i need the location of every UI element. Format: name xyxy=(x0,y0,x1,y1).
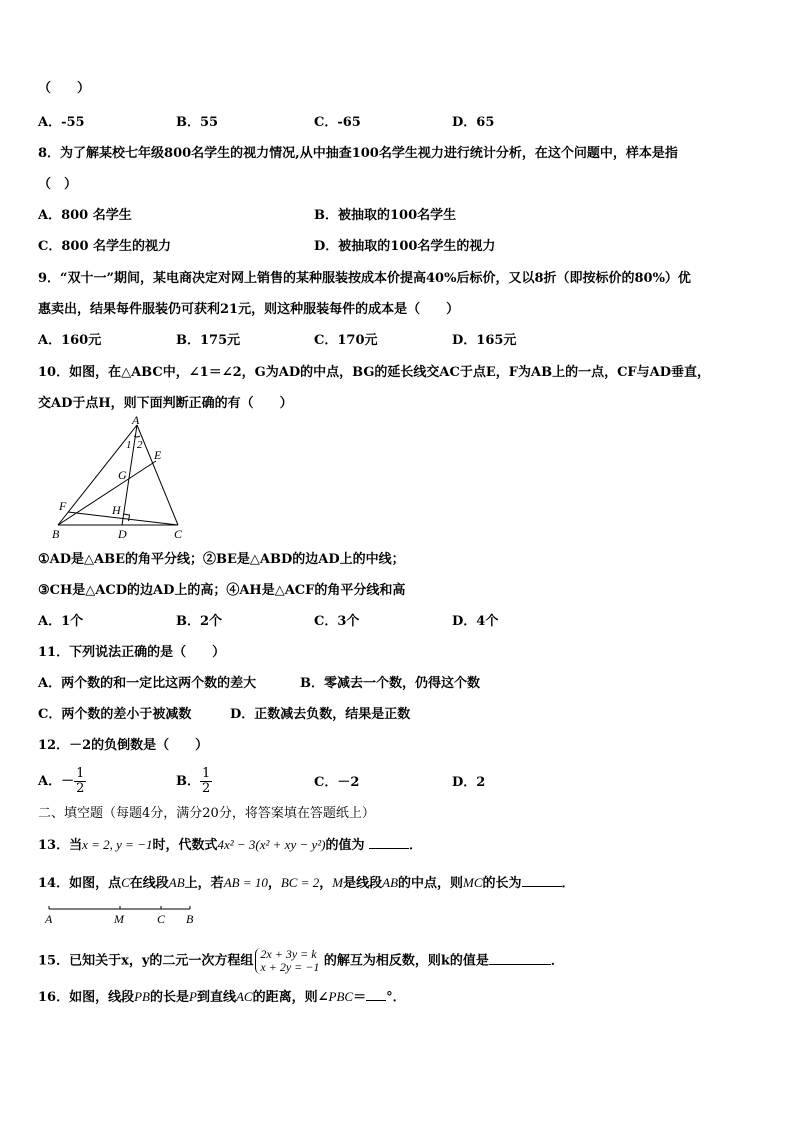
q12-option-a-prefix: A．－ xyxy=(38,774,75,789)
q9-option-a: A．160元 xyxy=(38,333,102,348)
q9-option-b: B．175元 xyxy=(176,333,241,348)
label-h: H xyxy=(112,503,121,517)
q14-point-c: C xyxy=(121,875,130,890)
q16-text-4: 的距离，则∠ xyxy=(252,990,329,1005)
label-b: B xyxy=(52,527,60,541)
q15-equation-system xyxy=(255,948,319,974)
q14-text-4: ， xyxy=(319,876,333,891)
q16-line-ac: AC xyxy=(235,989,253,1004)
q14-text-3: 上，若 xyxy=(184,876,224,891)
q9-option-c: C．170元 xyxy=(314,333,378,348)
q15-answer-blank xyxy=(489,952,551,965)
q14-text-7: 的长为 xyxy=(482,876,522,891)
label-g: G xyxy=(118,468,127,482)
q12-option-b xyxy=(176,767,212,796)
q7-option-a: A．-55 xyxy=(38,115,85,130)
label-d: D xyxy=(118,527,127,541)
segment-cf xyxy=(68,512,178,525)
label-f: F xyxy=(59,499,67,513)
q13-line: 13．当x = 2, y = −1时，代数式4x² − 3(x² + xy − y²)的值为 ． xyxy=(38,837,423,853)
q13-prefix: 13．当 xyxy=(38,838,83,853)
q14-text-5: 是线段 xyxy=(343,876,383,891)
q10-stem-line2: 交AD于点H，则下面判断正确的有（ ） xyxy=(38,396,293,411)
q7-option-b: B．55 xyxy=(176,115,219,130)
q8-paren: （ ） xyxy=(38,177,78,192)
q10-stem-line1: 10．如图，在△ABC中，∠1＝∠2，G为AD的中点，BG的延长线交AC于点E，F为AB上的一点，CF与AD垂直， xyxy=(38,365,711,380)
q14-eq-bc: BC = 2 xyxy=(280,875,320,890)
q14-text-2: 在线段 xyxy=(129,876,169,891)
q10-option-d: D．4个 xyxy=(452,614,499,629)
q14-line: 14．如图，点C在线段AB上，若AB = 10，BC = 2，M是线段AB的中点，则MC的长为 ． xyxy=(38,875,575,891)
q15-equation-1: 2x + 3y = k xyxy=(260,947,317,961)
q14-segment-ab-2: AB xyxy=(382,875,399,890)
q13-mid: 时，代数式 xyxy=(152,838,218,853)
q11-option-b: B．零减去一个数，仍得这个数 xyxy=(300,676,480,691)
q15-equation-2: x + 2y = −1 xyxy=(260,960,320,974)
fraction-numerator: 1 xyxy=(202,766,211,781)
line-label-c: C xyxy=(157,912,166,926)
q9-stem-line1: 9．“双十一”期间，某电商决定对网上销售的某种服装按成本价提高40%后标价，又以8折（即按标价的80%）优 xyxy=(38,271,691,286)
q14-segment-ab: AB xyxy=(168,875,185,890)
q13-expression: 4x² − 3(x² + xy − y²) xyxy=(217,837,326,852)
q14-text-6: 的中点，则 xyxy=(398,876,464,891)
angle-arc xyxy=(134,436,140,437)
q15-suffix: 的解互为相反数，则k的值是 xyxy=(323,953,489,969)
label-2: 2 xyxy=(137,439,143,451)
q10-triangle-figure xyxy=(40,414,200,544)
section-2-heading: 二、填空题（每题4分，满分20分，将答案填在答题纸上） xyxy=(38,806,375,821)
q16-text-2: 的长是 xyxy=(149,990,189,1005)
q14-line-figure xyxy=(40,902,210,928)
q11-stem: 11．下列说法正确的是（ ） xyxy=(38,645,226,660)
fraction-denominator: 2 xyxy=(202,781,211,796)
q13-condition: x = 2, y = −1 xyxy=(82,837,153,852)
q14-text-1: 14．如图，点 xyxy=(38,876,122,891)
fraction-denominator: 2 xyxy=(76,781,85,796)
q9-option-d: D．165元 xyxy=(452,333,517,348)
q16-angle-pbc: PBC xyxy=(328,989,354,1004)
q13-suffix: 的值为 xyxy=(325,838,365,853)
q15-line: 15．已知关于x，y的二元一次方程组 2x + 3y = k x + 2y = −1 的解互为相反数，则k的值是 ． xyxy=(38,947,564,974)
q11-option-c: C．两个数的差小于被减数 xyxy=(38,707,192,722)
fraction-one-half-b xyxy=(200,767,212,796)
segment-ac xyxy=(137,425,178,525)
q14-point-m: M xyxy=(332,875,344,890)
q14-comma: ， xyxy=(267,876,281,891)
fraction-one-half-a xyxy=(74,767,86,796)
q16-segment-pb: PB xyxy=(134,989,150,1004)
segment-be xyxy=(58,461,156,525)
q12-option-d: D．2 xyxy=(452,775,486,790)
q16-equals: ＝ xyxy=(353,990,367,1005)
q16-answer-blank xyxy=(366,988,386,1001)
q14-answer-blank xyxy=(522,874,562,887)
line-label-m: M xyxy=(114,912,124,926)
q15-prefix: 15．已知关于x，y的二元一次方程组 xyxy=(38,953,254,969)
label-a: A xyxy=(132,414,140,427)
right-angle-mark xyxy=(124,514,130,521)
q14-eq-ab: AB = 10 xyxy=(223,875,268,890)
q13-answer-blank xyxy=(369,836,409,849)
q12-option-c: C．－2 xyxy=(314,775,360,790)
q7-option-d: D．65 xyxy=(452,115,495,130)
fraction-numerator: 1 xyxy=(76,766,85,781)
q12-stem: 12．－2的负倒数是（ ） xyxy=(38,738,209,753)
q16-degree-suffix: °． xyxy=(386,990,406,1005)
q9-stem-line2: 惠卖出，结果每件服装仍可获利21元，则这种服装每件的成本是（ ） xyxy=(38,302,460,317)
q12-option-b-prefix: B． xyxy=(176,774,200,789)
line-label-a: A xyxy=(45,912,53,926)
q16-text-1: 16．如图，线段 xyxy=(38,990,135,1005)
q8-option-b: B．被抽取的100名学生 xyxy=(314,208,457,223)
line-label-b: B xyxy=(186,912,194,926)
q7-option-c: C．-65 xyxy=(314,115,361,130)
label-e: E xyxy=(154,448,162,462)
q8-option-d: D．被抽取的100名学生的视力 xyxy=(314,239,496,254)
q10-statements-line2: ③CH是△ACD的边AD上的高；④AH是△ACF的角平分线和高 xyxy=(38,583,406,598)
q10-option-c: C．3个 xyxy=(314,614,360,629)
q16-point-p: P xyxy=(189,989,197,1004)
q8-option-a: A．800 名学生 xyxy=(38,208,132,223)
label-c: C xyxy=(174,527,183,541)
q16-text-3: 到直线 xyxy=(196,990,236,1005)
label-1: 1 xyxy=(126,439,132,451)
q11-option-d: D．正数减去负数，结果是正数 xyxy=(230,707,411,722)
q14-segment-mc: MC xyxy=(463,875,483,890)
q8-option-c: C．800 名学生的视力 xyxy=(38,239,172,254)
q12-option-a xyxy=(38,767,86,796)
q10-statements-line1: ①AD是△ABE的角平分线；②BE是△ABD的边AD上的中线； xyxy=(38,552,405,567)
q10-option-b: B．2个 xyxy=(176,614,223,629)
q8-stem: 8．为了解某校七年级800名学生的视力情况,从中抽查100名学生视力进行统计分析，在这个问题中，样本是指 xyxy=(38,146,678,161)
q11-option-a: A．两个数的和一定比这两个数的差大 xyxy=(38,676,257,691)
q7-paren: （ ） xyxy=(38,81,91,96)
q16-line xyxy=(38,988,406,1007)
q10-option-a: A．1个 xyxy=(38,614,84,629)
